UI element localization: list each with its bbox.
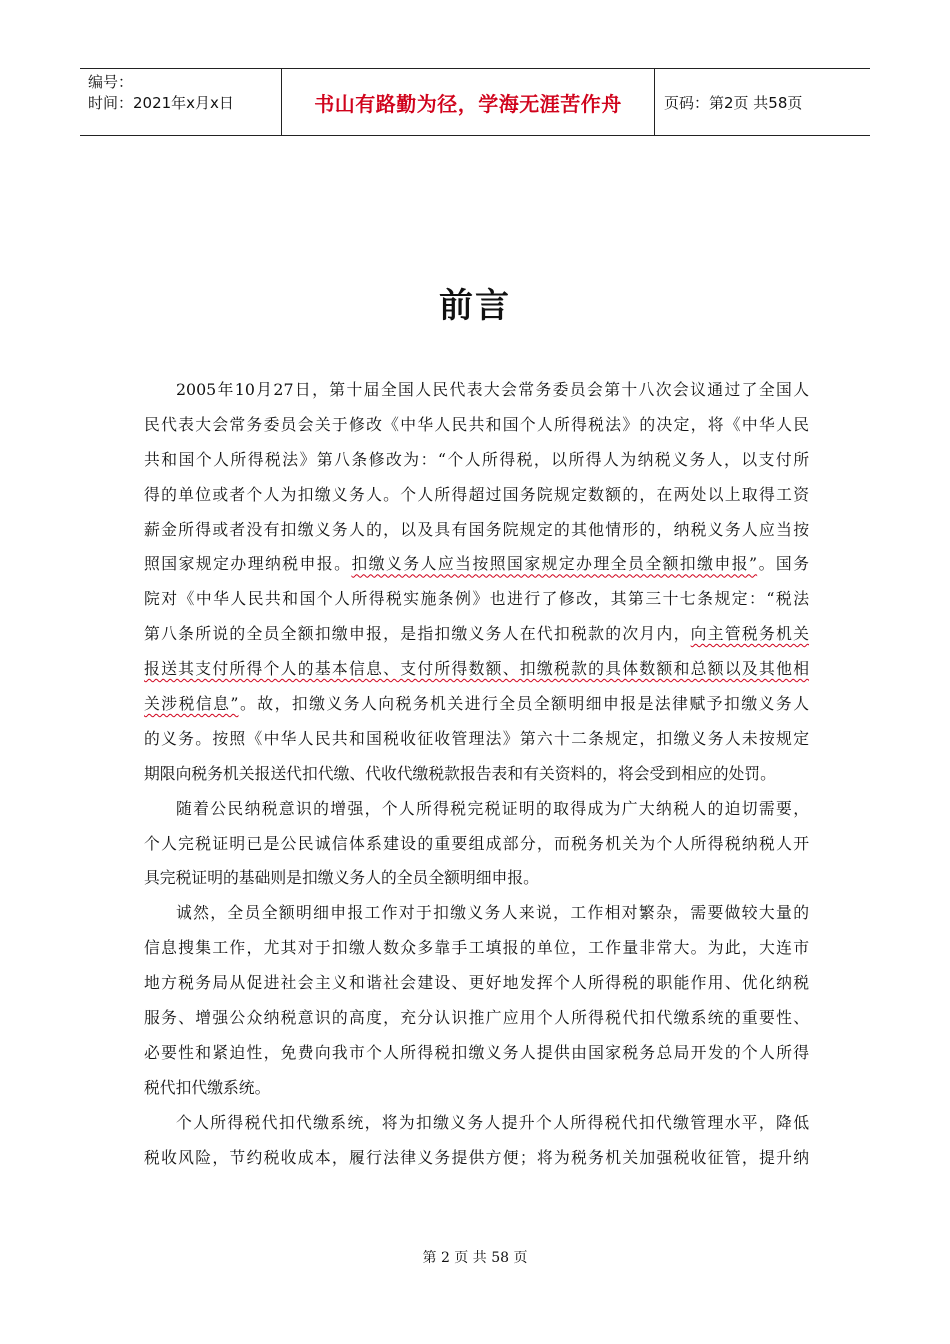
- text-run: 院对《中华人民共和国个人所得税实施条例》也进行了修改，其第三十七条规定：“税法: [144, 589, 809, 609]
- header-page-info: 页码：第2页 共58页: [664, 93, 803, 112]
- document-header: [80, 68, 870, 136]
- body-line: [144, 931, 809, 966]
- text-run: 信息搜集工作，尤其对于扣缴人数众多靠手工填报的单位，工作量非常大。为此，大连市: [144, 938, 809, 958]
- body-line: [144, 861, 809, 896]
- body-line: [144, 722, 809, 757]
- text-run: 期限向税务机关报送代扣代缴、代收代缴税款报告表和有关资料的，将会受到相应的处罚。: [144, 763, 776, 783]
- text-run: 服务、增强公众纳税意识的高度，充分认识推广应用个人所得税代扣代缴系统的重要性、: [144, 1008, 809, 1028]
- text-run: 。故，扣缴义务人向税务机关进行全员全额明细申报是法律赋予扣缴义务人: [238, 694, 809, 714]
- text-run: 照国家规定办理纳税申报。: [144, 554, 352, 574]
- body-line: [144, 373, 809, 408]
- text-run: 第八条所说的全员全额扣缴申报，是指扣缴义务人在代扣税款的次月内，: [144, 624, 691, 644]
- body-line: [144, 1106, 809, 1141]
- underlined-text: 扣缴义务人应当按照国家规定办理全员全额扣缴申报”: [351, 554, 758, 574]
- body-line: [144, 1036, 809, 1071]
- underlined-text: 向主管税务机关: [690, 624, 809, 644]
- body-line: [144, 896, 809, 931]
- text-run: 得的单位或者个人为扣缴义务人。个人所得超过国务院规定数额的，在两处以上取得工资: [144, 484, 809, 504]
- text-run: 具完税证明的基础则是扣缴义务人的全员全额明细申报。: [144, 868, 539, 888]
- text-run: 随着公民纳税意识的增强，个人所得税完税证明的取得成为广大纳税人的迫切需要，: [176, 798, 809, 818]
- body-line: [144, 582, 809, 617]
- header-serial-number: 编号：: [88, 73, 134, 91]
- body-line: [144, 547, 809, 582]
- page-title: 前言: [439, 286, 511, 326]
- header-motto: 书山有路勤为径，学海无涯苦作舟: [314, 91, 622, 116]
- text-run: 必要性和紧迫性，免费向我市个人所得税扣缴义务人提供由国家税务总局开发的个人所得: [144, 1042, 809, 1062]
- text-run: 共和国个人所得税法》第八条修改为：“个人所得税，以所得人为纳税义务人，以支付所: [144, 449, 809, 469]
- text-run: 诚然，全员全额明细申报工作对于扣缴义务人来说，工作相对繁杂，需要做较大量的: [176, 903, 809, 923]
- text-run: 薪金所得或者没有扣缴义务人的，以及具有国务院规定的其他情形的，纳税义务人应当按: [144, 519, 809, 539]
- header-motto-cell: [282, 69, 655, 135]
- body-line: [144, 687, 809, 722]
- page-footer: 第 2 页 共 58 页: [422, 1250, 528, 1266]
- text-run: 的义务。按照《中华人民共和国税收征收管理法》第六十二条规定，扣缴义务人未按规定: [144, 728, 809, 748]
- body-line: [144, 652, 809, 687]
- text-run: 税收风险，节约税收成本，履行法律义务提供方便；将为税务机关加强税收征管，提升纳: [144, 1147, 809, 1167]
- body-line: [144, 966, 809, 1001]
- body-line: [144, 617, 809, 652]
- header-date: 时间：2021年x月x日: [88, 94, 234, 112]
- text-run: 个人完税证明已是公民诚信体系建设的重要组成部分，而税务机关为个人所得税纳税人开: [144, 833, 809, 853]
- body-line: [144, 1071, 809, 1106]
- text-run: 地方税务局从促进社会主义和谐社会建设、更好地发挥个人所得税的职能作用、优化纳税: [144, 973, 809, 993]
- body-line: [144, 513, 809, 548]
- text-run: 民代表大会常务委员会关于修改《中华人民共和国个人所得税法》的决定，将《中华人民: [144, 414, 809, 434]
- text-run: 个人所得税代扣代缴系统，将为扣缴义务人提升个人所得税代扣代缴管理水平，降低: [176, 1112, 809, 1132]
- text-run: 2005年10月27日，第十届全国人民代表大会常务委员会第十八次会议通过了全国人: [176, 380, 809, 399]
- body-line: [144, 757, 809, 792]
- body-line: [144, 443, 809, 478]
- body-line: [144, 827, 809, 862]
- body-line: [144, 792, 809, 827]
- header-meta: [80, 69, 282, 135]
- body-text: [144, 373, 809, 1175]
- text-run: 税代扣代缴系统。: [144, 1077, 271, 1097]
- underlined-text: 报送其支付所得个人的基本信息、支付所得数额、扣缴税款的具体数额和总额以及其他相: [144, 659, 809, 679]
- body-line: [144, 1141, 809, 1176]
- body-line: [144, 1001, 809, 1036]
- body-line: [144, 478, 809, 513]
- text-run: 。国务: [757, 554, 809, 574]
- body-line: [144, 408, 809, 443]
- underlined-text: 关涉税信息”: [144, 694, 239, 714]
